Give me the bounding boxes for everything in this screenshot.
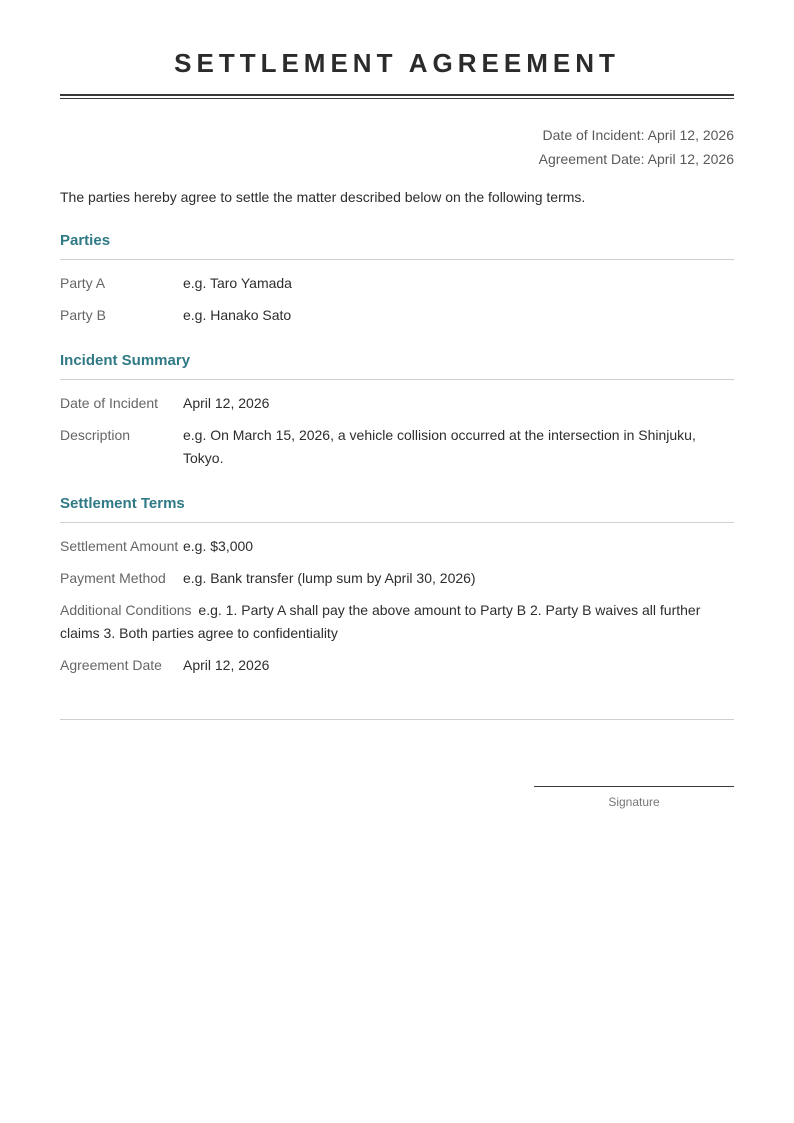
signature-line xyxy=(534,786,734,787)
incident-date-label: Date of Incident xyxy=(60,395,159,411)
payment-method-value: e.g. Bank transfer (lump sum by April 30, 2026) xyxy=(183,570,476,586)
payment-method-row xyxy=(60,567,734,590)
agreement-date-value: April 12, 2026 xyxy=(183,657,270,673)
description-value: e.g. On March 15, 2026, a vehicle collision occurred at the intersection in Shinjuku, Tokyo. xyxy=(183,427,696,466)
terms-section-title: Settlement Terms xyxy=(60,494,734,523)
signature-label: Signature xyxy=(608,795,660,809)
description-label: Description xyxy=(60,427,131,443)
incident-date-value: April 12, 2026 xyxy=(183,395,270,411)
agreement-date-row xyxy=(60,654,734,677)
end-divider xyxy=(60,719,734,720)
party-b-value: e.g. Hanako Sato xyxy=(183,307,292,323)
additional-conditions-row xyxy=(60,599,734,645)
incident-date-line: Date of Incident: April 12, 2026 xyxy=(542,127,734,143)
additional-conditions-label: Additional Conditions xyxy=(60,602,192,618)
party-a-row xyxy=(60,272,734,295)
additional-conditions-value: e.g. 1. Party A shall pay the above amount to Party B 2. Party B waives all further claims 3. Both parties agree to confidentiality xyxy=(60,602,701,641)
title-double-rule xyxy=(60,94,734,99)
party-a-value: e.g. Taro Yamada xyxy=(183,275,292,291)
party-a-label: Party A xyxy=(60,275,106,291)
party-b-row xyxy=(60,304,734,327)
incident-section-title: Incident Summary xyxy=(60,351,734,380)
incident-section xyxy=(60,351,734,470)
settlement-amount-row xyxy=(60,535,734,558)
description-row xyxy=(60,424,734,470)
settlement-amount-value: e.g. $3,000 xyxy=(183,538,254,554)
terms-section xyxy=(60,494,734,677)
parties-section-title: Parties xyxy=(60,231,734,260)
incident-date-row xyxy=(60,392,734,415)
agreement-date-line: Agreement Date: April 12, 2026 xyxy=(538,151,734,167)
intro-paragraph: The parties hereby agree to settle the matter described below on the following terms. xyxy=(60,189,586,205)
document-title: SETTLEMENT AGREEMENT xyxy=(174,48,620,78)
payment-method-label: Payment Method xyxy=(60,570,166,586)
signature-block xyxy=(534,786,734,809)
agreement-date-label: Agreement Date xyxy=(60,657,162,673)
settlement-amount-label: Settlement Amount xyxy=(60,538,179,554)
party-b-label: Party B xyxy=(60,307,106,323)
parties-section xyxy=(60,231,734,327)
document-meta xyxy=(60,123,734,171)
